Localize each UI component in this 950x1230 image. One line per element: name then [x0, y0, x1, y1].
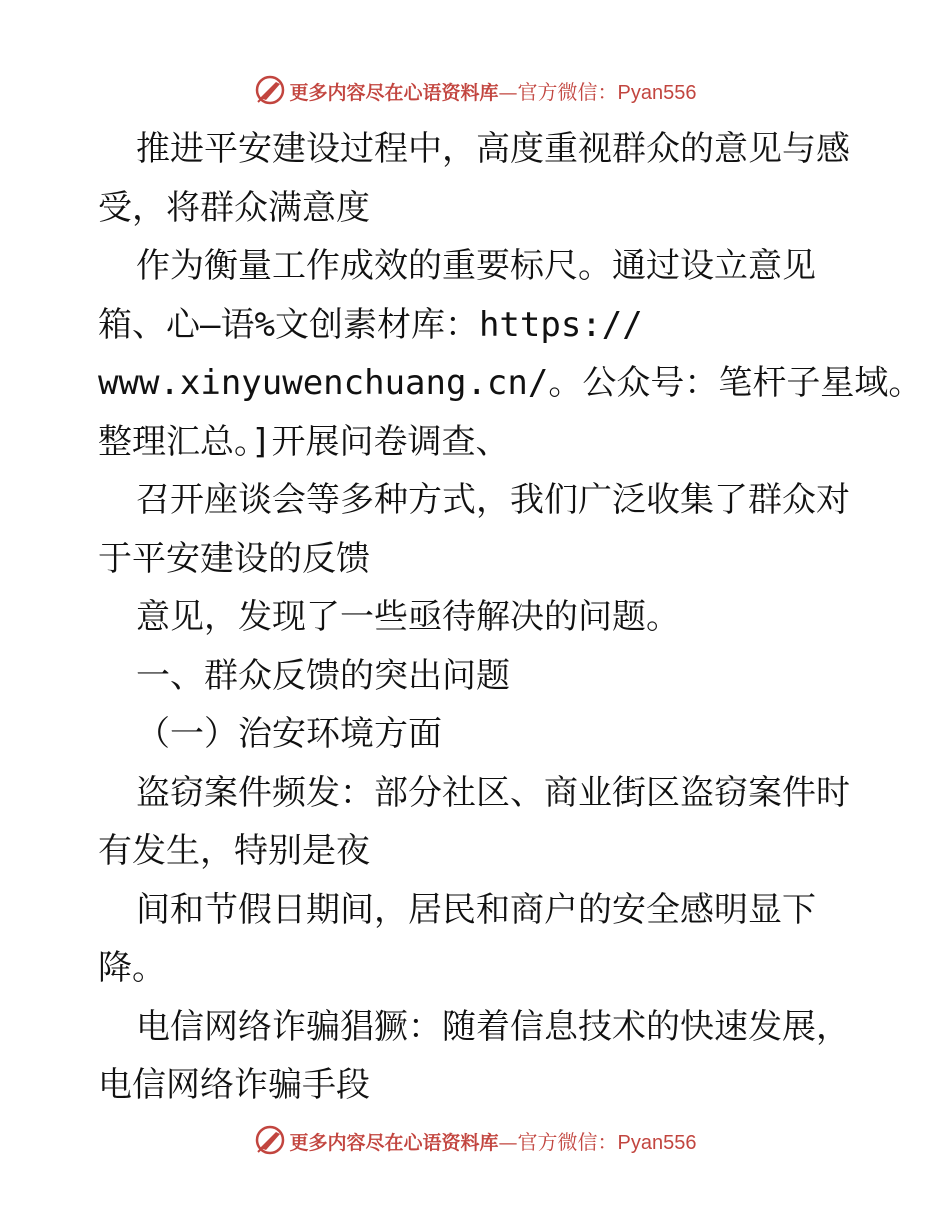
footer-watermark-banner — [0, 1120, 950, 1160]
footer-banner-separator: — — [498, 1131, 518, 1154]
quill-pen-logo-icon — [254, 1124, 286, 1156]
body-line: 有发生，特别是夜 — [98, 831, 370, 871]
footer-banner-site-name: 更多内容尽在心语资料库 — [289, 1131, 499, 1154]
subsection-heading: （一）治安环境方面 — [136, 714, 442, 754]
body-line: 电信网络诈骗猖獗：随着信息技术的快速发展， — [136, 1006, 850, 1047]
body-text — [98, 120, 923, 1115]
body-line: 意见，发现了一些亟待解决的问题。 — [136, 597, 680, 637]
header-watermark-banner — [0, 70, 950, 110]
section-heading: 一、群众反馈的突出问题 — [136, 655, 510, 696]
header-banner-wechat: 官方微信：Pyan556 — [517, 81, 697, 104]
body-line: 电信网络诈骗手段 — [98, 1065, 370, 1105]
body-line: www.xinyuwenchuang.cn/。公众号：笔杆子星域。 — [98, 363, 923, 403]
body-line: 作为衡量工作成效的重要标尺。通过设立意见 — [136, 246, 816, 286]
body-line: 于平安建设的反馈 — [98, 538, 370, 579]
quill-pen-logo-icon — [254, 74, 286, 106]
body-line: 间和节假日期间，居民和商户的安全感明显下 — [136, 889, 816, 930]
body-line: 推进平安建设过程中，高度重视群众的意见与感 — [136, 129, 850, 169]
body-line: 箱、心—语%文创素材库：https:// — [98, 304, 643, 345]
body-line: 降。 — [98, 948, 166, 988]
body-line: 盗窃案件频发：部分社区、商业街区盗窃案件时 — [136, 772, 850, 813]
body-line: 受，将群众满意度 — [98, 187, 370, 228]
footer-banner-wechat: 官方微信：Pyan556 — [517, 1131, 697, 1154]
body-line: 召开座谈会等多种方式，我们广泛收集了群众对 — [136, 480, 850, 520]
body-line: 整理汇总。]开展问卷调查、 — [98, 421, 510, 462]
header-banner-site-name: 更多内容尽在心语资料库 — [289, 81, 499, 104]
header-banner-separator: — — [498, 81, 518, 104]
